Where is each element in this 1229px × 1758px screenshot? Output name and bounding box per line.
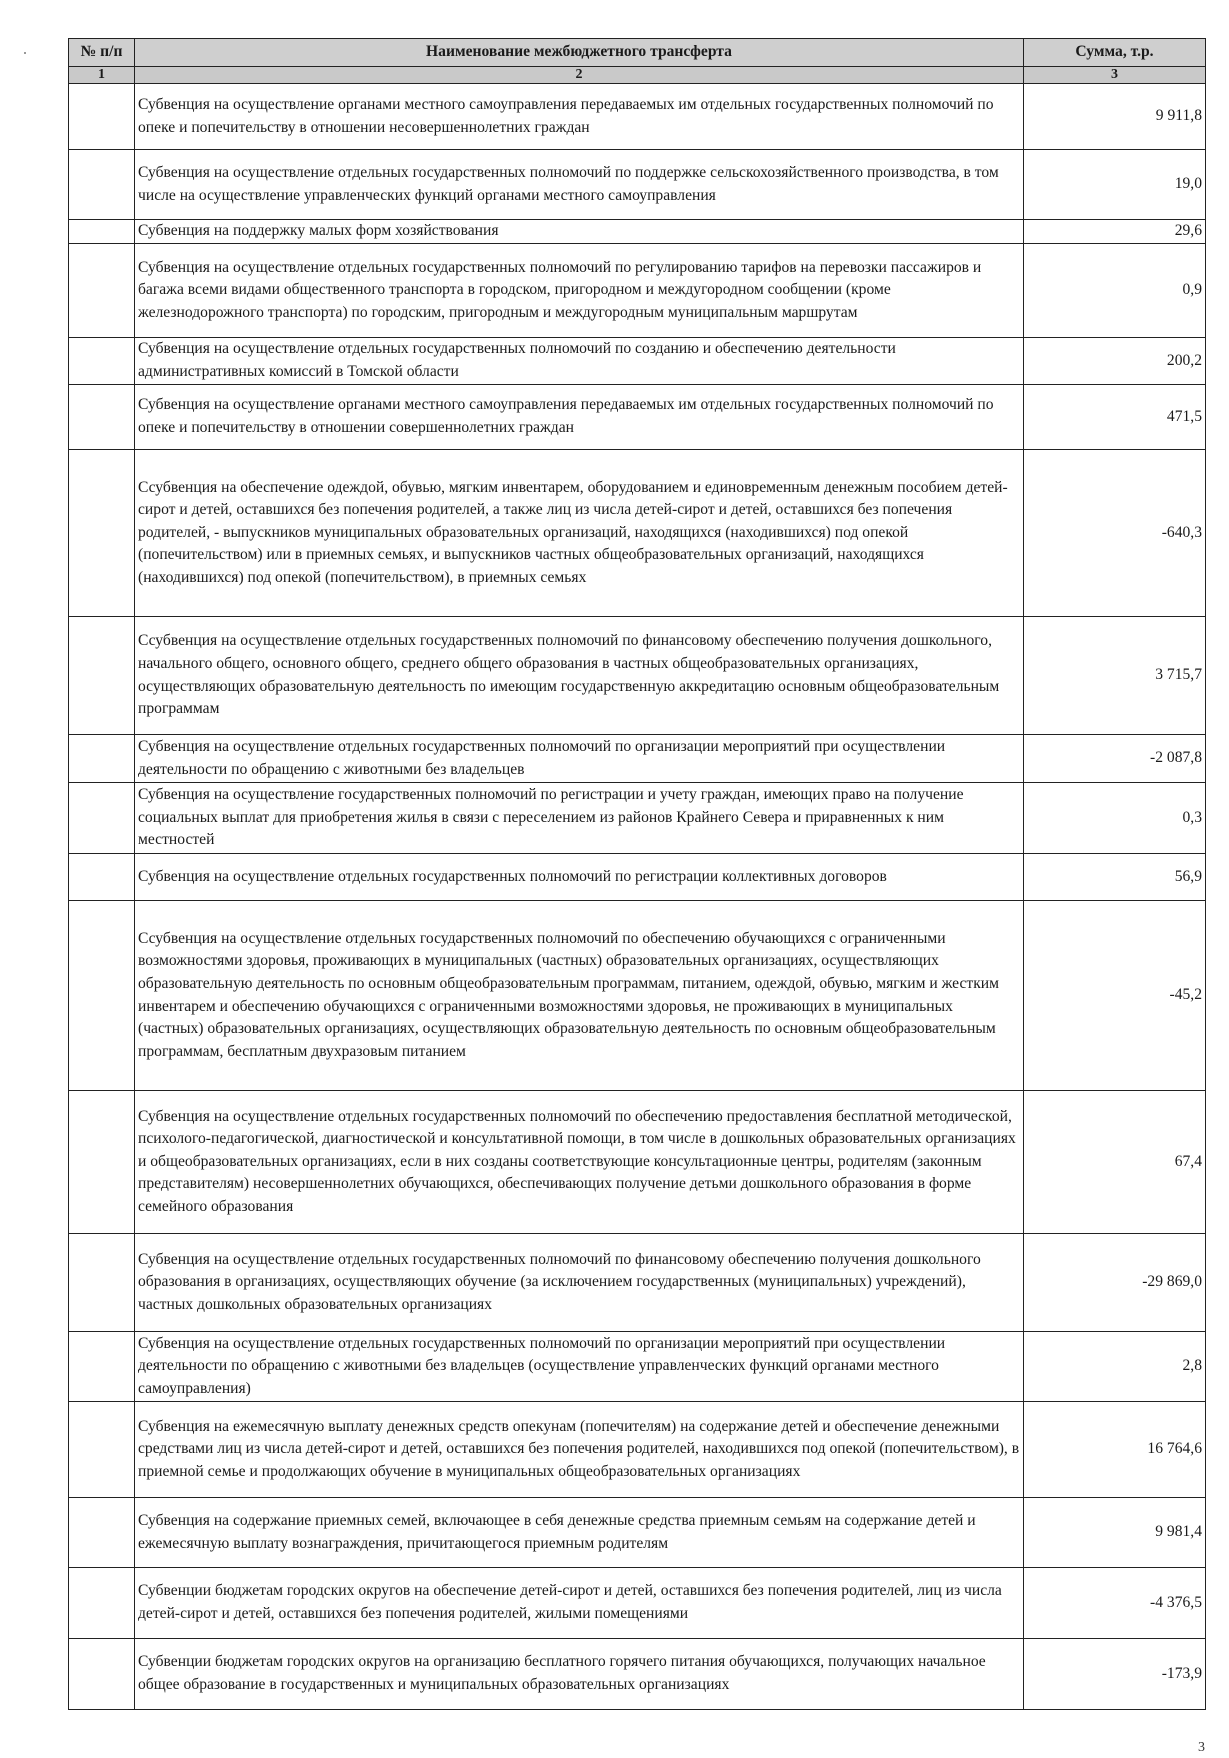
transfer-sum: 9 981,4 (1024, 1498, 1206, 1568)
table-row (69, 1568, 1206, 1639)
transfer-name: Субвенция на осуществление отдельных государственных полномочий по обеспечению предоставления бесплатной методической, психолого-педагогической, диагностической и консультативной помощи, в том числе в дошкольных образовательных организациях и общеобразовательных организациях, если в них созданы соответствующие консультационные центры, родителям (законным представителям) несовершеннолетних обучающихся, обеспечивающих получение детьми дошкольного образования в форме семейного образования (135, 1091, 1024, 1234)
row-num (69, 617, 135, 735)
transfer-sum: 471,5 (1024, 385, 1206, 450)
row-num (69, 854, 135, 901)
transfer-sum: -4 376,5 (1024, 1568, 1206, 1639)
transfer-sum: 3 715,7 (1024, 617, 1206, 735)
transfer-sum: -173,9 (1024, 1639, 1206, 1710)
header-num: № п/п (69, 39, 135, 67)
transfer-name: Субвенция на осуществление органами местного самоуправления передаваемых им отдельных государственных полномочий по опеке и попечительству в отношении совершеннолетних граждан (135, 385, 1024, 450)
transfer-name: Субвенция на осуществление органами местного самоуправления передаваемых им отдельных государственных полномочий по опеке и попечительству в отношении несовершеннолетних граждан (135, 84, 1024, 150)
row-num (69, 1639, 135, 1710)
transfer-sum: 0,9 (1024, 244, 1206, 338)
table-row (69, 450, 1206, 617)
transfer-name: Субвенция на осуществление отдельных государственных полномочий по организации мероприятий при осуществлении деятельности по обращению с животными без владельцев (135, 735, 1024, 783)
transfer-name: Субвенция на осуществление отдельных государственных полномочий по регулированию тарифов на перевозки пассажиров и багажа всеми видами общественного транспорта в городском, пригородном и междугородном сообщении (кроме железнодорожного транспорта) по городским, пригородным и междугородным муниципальным маршрутам (135, 244, 1024, 338)
transfer-sum: -29 869,0 (1024, 1234, 1206, 1332)
table-row (69, 854, 1206, 901)
table-row (69, 385, 1206, 450)
table-header-row (69, 39, 1206, 67)
column-index-row (69, 67, 1206, 84)
transfer-name: Ссубвенция на осуществление отдельных государственных полномочий по финансовому обеспечению получения дошкольного, начального общего, основного общего, среднего общего образования в частных общеобразовательных организациях, осуществляющих образовательную деятельность по имеющим государственную аккредитацию основным общеобразовательным программам (135, 617, 1024, 735)
transfer-sum: 2,8 (1024, 1332, 1206, 1402)
row-num (69, 1568, 135, 1639)
row-num (69, 783, 135, 854)
transfer-name: Субвенция на осуществление отдельных государственных полномочий по регистрации коллективных договоров (135, 854, 1024, 901)
header-name: Наименование межбюджетного трансферта (135, 39, 1024, 67)
transfer-sum: 67,4 (1024, 1091, 1206, 1234)
table-row (69, 783, 1206, 854)
table-row (69, 735, 1206, 783)
table-row (69, 1091, 1206, 1234)
transfer-sum: 29,6 (1024, 220, 1206, 244)
transfer-sum: 200,2 (1024, 338, 1206, 385)
transfer-name: Ссубвенция на осуществление отдельных государственных полномочий по обеспечению обучающихся с ограниченными возможностями здоровья, проживающих в муниципальных (частных) образовательных организациях, осуществляющих образовательную деятельность по основным общеобразовательным программам, питанием, одеждой, обувью, мягким и жестким инвентарем и обеспечению обучающихся с ограниченными возможностями здоровья, не проживающих в муниципальных (частных) образовательных организациях, осуществляющих образовательную деятельность по основным общеобразовательным программам, бесплатным двухразовым питанием (135, 901, 1024, 1091)
column-index-sum: 3 (1024, 67, 1206, 84)
header-sum: Сумма, т.р. (1024, 39, 1206, 67)
table-row (69, 617, 1206, 735)
transfer-name: Ссубвенция на обеспечение одеждой, обувью, мягким инвентарем, оборудованием и единовременным денежным пособием детей-сирот и детей, оставшихся без попечения родителей, а также лиц из числа детей-сирот и детей, оставшихся без попечения родителей, - выпускников муниципальных образовательных организаций, находящихся (находившихся) под опекой (попечительством) или в приемных семьях, и выпускников частных общеобразовательных организаций, находящихся (находившихся) под опекой (попечительством), в приемных семьях (135, 450, 1024, 617)
table-row (69, 1234, 1206, 1332)
transfer-sum: 56,9 (1024, 854, 1206, 901)
transfer-name: Субвенция на осуществление государственных полномочий по регистрации и учету граждан, имеющих право на получение социальных выплат для приобретения жилья в связи с переселением из районов Крайнего Севера и приравненных к ним местностей (135, 783, 1024, 854)
table-row (69, 220, 1206, 244)
document-page (68, 38, 1205, 1710)
row-num (69, 385, 135, 450)
transfer-name: Субвенции бюджетам городских округов на обеспечение детей-сирот и детей, оставшихся без попечения родителей, лиц из числа детей-сирот и детей, оставшихся без попечения родителей, жилыми помещениями (135, 1568, 1024, 1639)
row-num (69, 338, 135, 385)
row-num (69, 244, 135, 338)
table-row (69, 901, 1206, 1091)
row-num (69, 1332, 135, 1402)
page-number: 3 (1198, 1740, 1205, 1755)
column-index-name: 2 (135, 67, 1024, 84)
row-num (69, 1498, 135, 1568)
row-num (69, 84, 135, 150)
transfer-sum: 19,0 (1024, 150, 1206, 220)
table-row (69, 244, 1206, 338)
scan-speck (24, 52, 26, 54)
column-index-num: 1 (69, 67, 135, 84)
transfer-name: Субвенция на осуществление отдельных государственных полномочий по финансовому обеспечению получения дошкольного образования в организациях, осуществляющих обучение (за исключением государственных (муниципальных) учреждений), частных дошкольных образовательных организациях (135, 1234, 1024, 1332)
transfer-name: Субвенция на содержание приемных семей, включающее в себя денежные средства приемным семьям на содержание детей и ежемесячную выплату вознаграждения, причитающегося приемным родителям (135, 1498, 1024, 1568)
table-row (69, 84, 1206, 150)
transfer-sum: -2 087,8 (1024, 735, 1206, 783)
transfers-table (68, 38, 1206, 1710)
row-num (69, 1402, 135, 1498)
table-row (69, 150, 1206, 220)
row-num (69, 901, 135, 1091)
transfer-sum: -640,3 (1024, 450, 1206, 617)
row-num (69, 220, 135, 244)
transfer-name: Субвенция на поддержку малых форм хозяйствования (135, 220, 1024, 244)
table-row (69, 1332, 1206, 1402)
table-row (69, 1402, 1206, 1498)
row-num (69, 150, 135, 220)
transfer-sum: 16 764,6 (1024, 1402, 1206, 1498)
row-num (69, 1091, 135, 1234)
transfer-sum: 0,3 (1024, 783, 1206, 854)
transfer-sum: 9 911,8 (1024, 84, 1206, 150)
transfer-name: Субвенция на ежемесячную выплату денежных средств опекунам (попечителям) на содержание детей и обеспечение денежными средствами лиц из числа детей-сирот и детей, оставшихся без попечения родителей, находившихся под опекой (попечительством), в приемной семье и продолжающих обучение в муниципальных общеобразовательных организациях (135, 1402, 1024, 1498)
transfer-name: Субвенция на осуществление отдельных государственных полномочий по организации мероприятий при осуществлении деятельности по обращению с животными без владельцев (осуществление управленческих функций органами местного самоуправления) (135, 1332, 1024, 1402)
transfer-name: Субвенции бюджетам городских округов на организацию бесплатного горячего питания обучающихся, получающих начальное общее образование в государственных и муниципальных образовательных организациях (135, 1639, 1024, 1710)
transfer-sum: -45,2 (1024, 901, 1206, 1091)
transfer-name: Субвенция на осуществление отдельных государственных полномочий по созданию и обеспечению деятельности административных комиссий в Томской области (135, 338, 1024, 385)
transfer-name: Субвенция на осуществление отдельных государственных полномочий по поддержке сельскохозяйственного производства, в том числе на осуществление управленческих функций органами местного самоуправления (135, 150, 1024, 220)
row-num (69, 735, 135, 783)
table-row (69, 338, 1206, 385)
row-num (69, 450, 135, 617)
table-row (69, 1639, 1206, 1710)
table-row (69, 1498, 1206, 1568)
row-num (69, 1234, 135, 1332)
